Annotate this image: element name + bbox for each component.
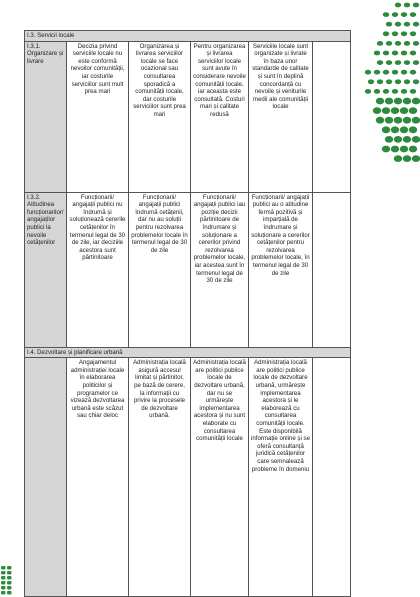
decorative-dot	[374, 70, 380, 75]
decorative-dot	[395, 22, 401, 27]
decorative-dot-pattern	[358, 0, 420, 170]
decorative-dot	[412, 117, 420, 124]
decorative-dot	[410, 12, 416, 17]
decorative-dot	[392, 31, 398, 36]
decorative-dot	[376, 98, 384, 105]
decorative-dot	[377, 79, 383, 84]
level-cell: Funcționarii/ angajații publici îndrumă cetățenii, dar nu au soluții pentru rezolvarea problemelor locale în termenul legal de 30 de zile	[129, 192, 191, 347]
decorative-dot	[368, 79, 374, 84]
decorative-dot	[391, 126, 399, 133]
decorative-dot	[412, 98, 420, 105]
decorative-dot	[392, 51, 398, 56]
decorative-dot	[413, 3, 419, 8]
decorative-dot	[409, 146, 417, 153]
score-cell	[313, 192, 351, 347]
decorative-dot	[395, 60, 401, 65]
decorative-dot	[394, 98, 402, 105]
decorative-dot	[377, 60, 383, 65]
decorative-dot	[413, 41, 419, 46]
criterion-label-text: I.3.1. Organizare și livrare	[27, 42, 64, 65]
level-cell: Funcționarii/ angajații publici au o atitudine fermă pozitivă și imparțială de îndrumare și soluționare a cererilor cetățenilor pentru rezolvarea problemelor locale, în termenul legal de 30 de zile	[249, 192, 313, 347]
decorative-dot	[395, 79, 401, 84]
decorative-dot	[385, 117, 393, 124]
decorative-dot	[404, 41, 410, 46]
decorative-dot	[410, 89, 416, 94]
table-row	[25, 358, 351, 597]
decorative-dot	[410, 70, 416, 75]
decorative-dot	[413, 60, 419, 65]
level-cell: Serviciile locale sunt organizate și livrate în baza unor standarde de calitate și sunt în deplină concordanță cu nevoile și veniturile medii ale comunității locale	[249, 41, 313, 192]
decorative-dot	[412, 136, 420, 143]
decorative-dot	[382, 146, 390, 153]
decorative-dot	[409, 126, 417, 133]
decorative-dot	[1, 566, 6, 570]
decorative-dot	[401, 70, 407, 75]
decorative-dot	[7, 571, 12, 575]
decorative-dot	[400, 126, 408, 133]
decorative-dot	[1, 586, 6, 590]
decorative-dot	[1, 591, 6, 595]
decorative-dot	[374, 89, 380, 94]
decorative-dot	[391, 146, 399, 153]
decorative-dot	[412, 155, 420, 162]
criterion-label-text: I.3.2. Atitudinea funcționarilor/ angajaților publici la nevoile cetățenilor	[27, 193, 64, 247]
decorative-dot	[394, 155, 402, 162]
level-cell: Pentru organizarea și livrarea serviciilor locale sunt avute în considerare nevoile comunității locale, iar aceasta este consultată. Costuri mari și calitate redusă	[191, 41, 249, 192]
table-row	[25, 41, 351, 192]
level-cell: Administrația locală asigură accesul limitat și părtinitor, pe bază de cerere, la informații cu privire la procesele de dezvoltare urbană.	[129, 358, 191, 597]
score-cell	[313, 358, 351, 597]
level-cell: Funcționarii/ angajații publici iau poziție decizii părtinitoare de îndrumare și soluționare a cererilor privind rezolvarea problemelor locale, iar acestea sunt în termenul legal de 30 de zile	[191, 192, 249, 347]
section-title-i4: I.4. Dezvoltare și planificare urbană	[25, 347, 351, 358]
section-title-i3: I.3. Servicii locale	[25, 31, 351, 42]
level-cell: Decizia privind serviciile locale nu este conformă nevoilor comunității, iar costurile serviciilor sunt mult prea mari	[67, 41, 129, 192]
decorative-dot	[374, 51, 380, 56]
decorative-dot	[409, 107, 417, 114]
decorative-dot	[383, 70, 389, 75]
decorative-dot	[382, 107, 390, 114]
section-header-row	[25, 31, 351, 42]
decorative-dot	[403, 155, 411, 162]
decorative-dot	[404, 60, 410, 65]
decorative-dot	[385, 98, 393, 105]
decorative-dot	[365, 89, 371, 94]
decorative-dot	[401, 51, 407, 56]
decorative-dot	[386, 41, 392, 46]
level-cell: Angajamentul administrației locale în elaborarea politicilor și programelor ce vizează dezvoltarea urbană este scăzut sau chiar deloc	[67, 358, 129, 597]
level-cell: Funcționarii/ angajații publici nu îndrumă și soluționează cererile cetățenilor în termenul legal de 30 de zile, iar deciziile acestora sunt părtinitoare	[67, 192, 129, 347]
decorative-dot	[395, 3, 401, 8]
decorative-dot	[403, 117, 411, 124]
criterion-label	[25, 41, 67, 192]
evaluation-table-page	[24, 30, 350, 597]
decorative-dot	[7, 576, 12, 580]
decorative-dot	[1, 581, 6, 585]
decorative-dot	[401, 12, 407, 17]
level-cell: Organizarea și livrarea serviciilor locale se face ocazional sau consultarea sporadică a comunității locale, dar costurile serviciilor sunt prea mari	[129, 41, 191, 192]
score-cell	[313, 41, 351, 192]
decorative-dot	[410, 31, 416, 36]
decorative-dot	[386, 22, 392, 27]
decorative-dot	[404, 79, 410, 84]
decorative-dot	[404, 3, 410, 8]
decorative-dot	[413, 79, 419, 84]
decorative-dot	[383, 31, 389, 36]
decorative-dot	[383, 89, 389, 94]
level-cell: Administrația locală are politici publice locale de dezvoltare urbană, dar nu se urmărește implementarea acestora și nu sunt elaborate cu consultarea comunității locale	[191, 358, 249, 597]
decorative-dot	[1, 571, 6, 575]
decorative-dot	[7, 581, 12, 585]
decorative-dot	[391, 107, 399, 114]
level-cell: Administrația locală are politici publice locale de dezvoltare urbană, urmărește implementarea acestora și le elaborează cu consultarea comunității locale. Este disponibilă informație online și se oferă consultanță juridică cetățenilor care semnalează probleme în domeniu	[249, 358, 313, 597]
decorative-dot	[394, 136, 402, 143]
decorative-dot	[404, 22, 410, 27]
decorative-dot	[365, 70, 371, 75]
decorative-dot	[1, 576, 6, 580]
table-row	[25, 192, 351, 347]
decorative-dot	[386, 60, 392, 65]
decorative-dot	[392, 12, 398, 17]
decorative-dot	[385, 136, 393, 143]
decorative-dot	[392, 70, 398, 75]
decorative-dot	[413, 22, 419, 27]
decorative-dot	[383, 51, 389, 56]
section-header-row	[25, 347, 351, 358]
decorative-dot-pattern-bottom	[0, 564, 14, 596]
decorative-dot	[386, 79, 392, 84]
decorative-dot	[395, 41, 401, 46]
decorative-dot	[7, 591, 12, 595]
evaluation-table	[24, 30, 351, 597]
decorative-dot	[7, 566, 12, 570]
decorative-dot	[382, 126, 390, 133]
decorative-dot	[400, 146, 408, 153]
decorative-dot	[373, 107, 381, 114]
decorative-dot	[7, 586, 12, 590]
decorative-dot	[392, 89, 398, 94]
decorative-dot	[394, 117, 402, 124]
decorative-dot	[400, 107, 408, 114]
decorative-dot	[383, 12, 389, 17]
decorative-dot	[401, 89, 407, 94]
decorative-dot	[403, 98, 411, 105]
criterion-label	[25, 192, 67, 347]
decorative-dot	[410, 51, 416, 56]
criterion-label	[25, 358, 67, 597]
decorative-dot	[377, 41, 383, 46]
decorative-dot	[403, 136, 411, 143]
decorative-dot	[401, 31, 407, 36]
decorative-dot	[376, 117, 384, 124]
